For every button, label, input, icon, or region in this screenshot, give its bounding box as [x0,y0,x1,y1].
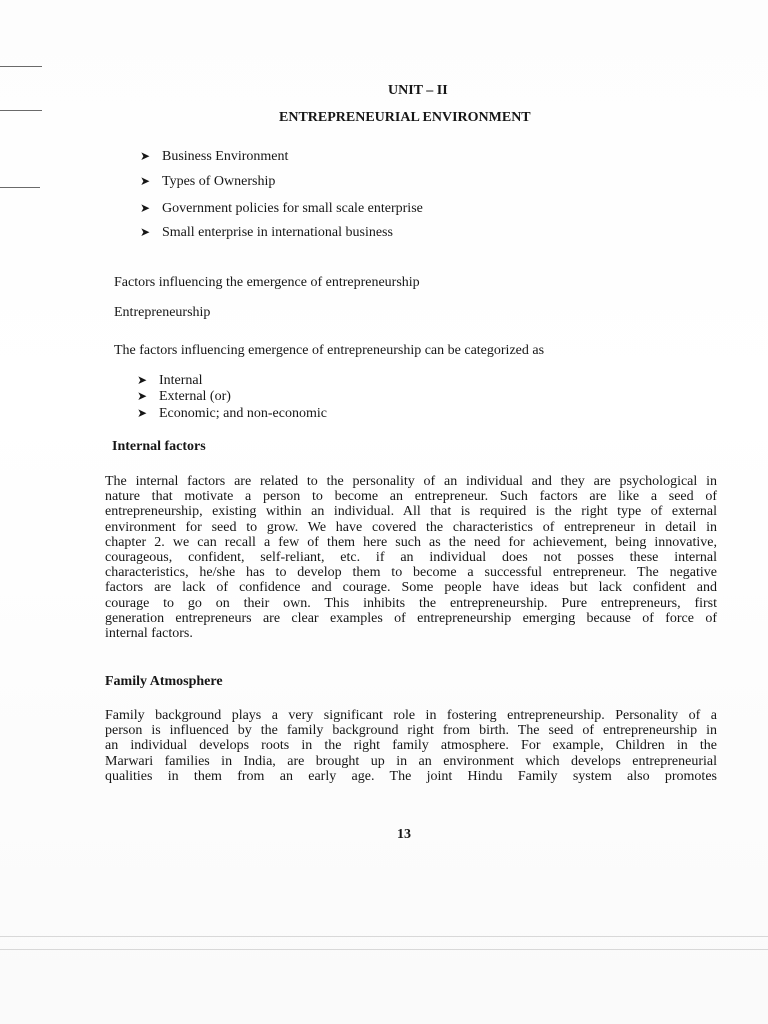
scan-edge-rule [0,949,768,950]
topic-item: ➤ Business Environment [140,149,289,164]
arrow-bullet-icon: ➤ [140,225,151,239]
intro-line: The factors influencing emergence of entrepreneurship can be categorized as [114,343,545,358]
paragraph-line: Family background plays a very significant role in fostering entrepreneurship. Personality of a [105,708,717,723]
scan-edge-rule [0,936,768,937]
category-item: ➤ Internal [137,373,203,388]
arrow-bullet-icon: ➤ [137,373,148,387]
arrow-bullet-icon: ➤ [137,406,148,420]
category-item: ➤ External (or) [137,389,231,404]
page-number: 13 [397,827,411,842]
intro-line: Entrepreneurship [114,305,211,320]
edge-mark-3 [0,187,40,188]
arrow-bullet-icon: ➤ [140,174,151,188]
paragraph-family-atmosphere [105,708,717,784]
edge-mark-1 [0,66,42,67]
paragraph-line: generation entrepreneurs are clear examples of entrepreneurship emerging because of force of [105,610,717,626]
unit-heading: UNIT – II [388,83,448,98]
paragraph-line: characteristics, he/she has to develop them to become a successful entrepreneur. The negative [105,565,717,581]
section-title-family-atmosphere: Family Atmosphere [105,674,223,689]
paragraph-line: courageous, confident, self-reliant, etc. if an individual does not posses these internal [105,550,717,566]
paragraph-line: an individual develops roots in the right family atmosphere. For example, Children in the [105,738,717,754]
chapter-title: ENTREPRENEURIAL ENVIRONMENT [279,110,531,125]
paragraph-line: Marwari families in India, are brought up in an environment which develops entrepreneurial [105,753,717,769]
section-title-internal-factors: Internal factors [112,439,206,454]
edge-mark-2 [0,110,42,111]
paragraph-line: entrepreneurship, existing within an individual. All that is required is the right type of external [105,504,717,520]
intro-line: Factors influencing the emergence of entrepreneurship [114,275,420,290]
topic-item: ➤ Types of Ownership [140,174,276,189]
paragraph-line: person is influenced by the family background right from birth. The seed of entrepreneurship in [105,723,717,739]
arrow-bullet-icon: ➤ [140,201,151,215]
paragraph-line: environment for seed to grow. We have covered the characteristics of entrepreneur in detail in [105,519,717,535]
arrow-bullet-icon: ➤ [140,149,151,163]
topic-item: ➤ Government policies for small scale enterprise [140,201,423,216]
paragraph-line: internal factors. [105,626,193,642]
paragraph-line: qualities in them from an early age. The joint Hindu Family system also promotes [105,768,717,784]
paragraph-line: courage to go on their own. This inhibits the entrepreneurship. Pure entrepreneurs, first [105,595,717,611]
paragraph-internal-factors [105,474,717,641]
paragraph-line: The internal factors are related to the personality of an individual and they are psychological in [105,474,717,489]
paragraph-line: nature that motivate a person to become an entrepreneur. Such factors are like a seed of [105,489,717,505]
paragraph-line: factors are lack of confidence and courage. Some people have ideas but lack confident and [105,580,717,596]
category-item: ➤ Economic; and non-economic [137,406,327,421]
arrow-bullet-icon: ➤ [137,389,148,403]
paragraph-line: chapter 2. we can recall a few of them here such as the need for achievement, being innovative, [105,534,717,550]
topic-item: ➤ Small enterprise in international business [140,225,393,240]
